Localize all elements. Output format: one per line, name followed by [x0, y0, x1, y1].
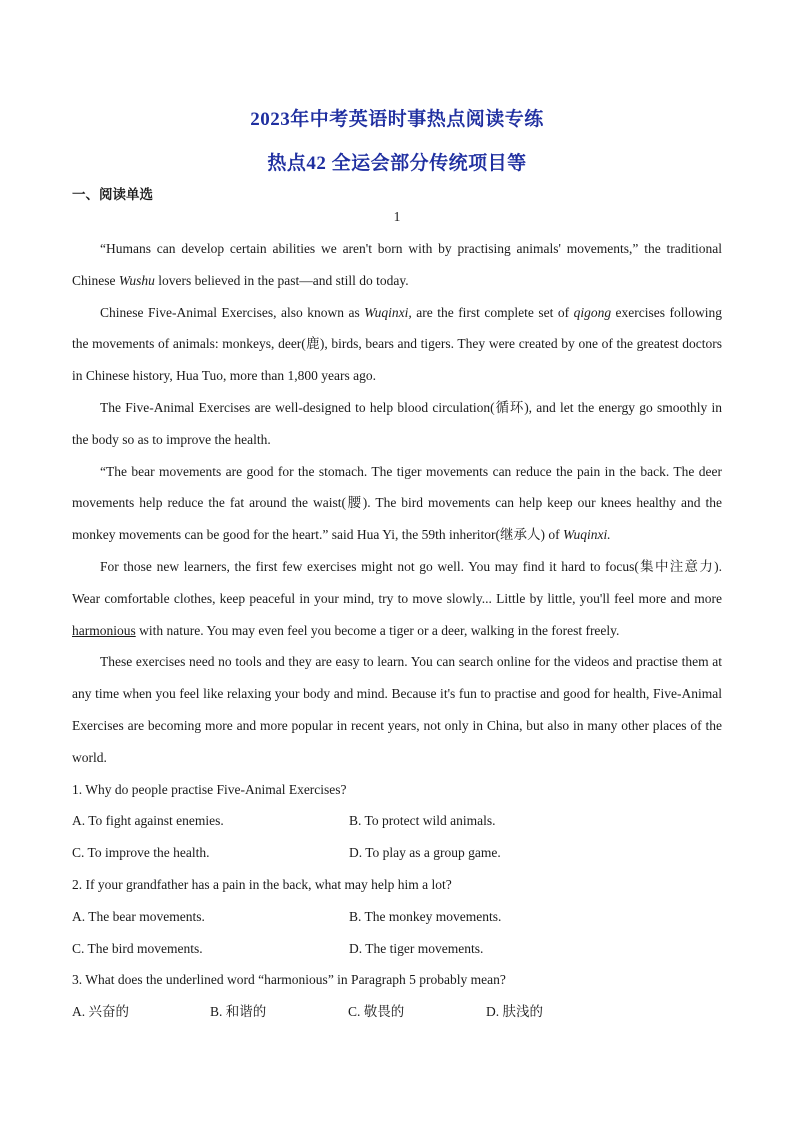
- question-2-stem: 2. If your grandfather has a pain in the back, what may help him a lot?: [72, 876, 452, 892]
- question-1-option-c[interactable]: C. To improve the health.: [72, 845, 210, 861]
- question-3-option-c[interactable]: C. 敬畏的: [348, 1004, 405, 1020]
- question-3-option-b[interactable]: B. 和谐的: [210, 1004, 267, 1020]
- question-1-option-a[interactable]: A. To fight against enemies.: [72, 813, 224, 829]
- paragraph-6: These exercises need no tools and they are easy to learn. You can search online for the videos and practise them at any time when you feel like relaxing your body and mind. Because it's fun to practise and good for health, Five-Animal Exercises are becoming more and more popular in recent years, not only in China, but also in many other places of the world.: [72, 654, 722, 765]
- question-1-option-b[interactable]: B. To protect wild animals.: [349, 813, 496, 829]
- question-1-options: [72, 805, 722, 837]
- question-2-option-a[interactable]: A. The bear movements.: [72, 908, 205, 924]
- question-2-option-b[interactable]: B. The monkey movements.: [349, 908, 502, 924]
- question-3-option-a[interactable]: A. 兴奋的: [72, 1004, 129, 1020]
- question-1-options-row2: [72, 837, 722, 869]
- question-3-option-d[interactable]: D. 肤浅的: [486, 1004, 543, 1020]
- question-3-stem: 3. What does the underlined word “harmonious” in Paragraph 5 probably mean?: [72, 972, 506, 988]
- paragraph-3: The Five-Animal Exercises are well-designed to help blood circulation(循环), and let the energy go smoothly in the body so as to improve the health.: [72, 399, 722, 447]
- underlined-word: harmonious: [72, 622, 136, 638]
- question-2-option-d[interactable]: D. The tiger movements.: [349, 940, 484, 956]
- question-1-stem: 1. Why do people practise Five-Animal Exercises?: [72, 781, 347, 797]
- question-2-option-c[interactable]: C. The bird movements.: [72, 940, 203, 956]
- paragraph-4: “The bear movements are good for the stomach. The tiger movements can reduce the pain in the back. The deer movements help reduce the fat around the waist(腰). The bird movements can help keep our knees healthy and the monkey movements can be good for the heart.” said Hua Yi, the 59th inheritor(继承人) of Wuqinxi.: [72, 463, 722, 543]
- paragraph-2: Chinese Five-Animal Exercises, also known as Wuqinxi, are the first complete set of qigong exercises following the movements of animals: monkeys, deer(鹿), birds, bears and tigers. They were created by one of the greatest doctors in Chinese history, Hua Tuo, more than 1,800 years ago.: [72, 304, 722, 384]
- passage-body: [72, 233, 722, 1028]
- question-1-option-d[interactable]: D. To play as a group game.: [349, 845, 501, 861]
- question-2-options: [72, 901, 722, 933]
- question-3-options: [72, 996, 722, 1028]
- paragraph-1: “Humans can develop certain abilities we aren't born with by practising animals' movements,” the traditional Chinese Wushu lovers believed in the past—and still do today.: [72, 241, 722, 288]
- document-subtitle: 热点42 全运会部分传统项目等: [267, 153, 527, 174]
- passage-number: 1: [393, 209, 401, 224]
- paragraph-5: For those new learners, the first few exercises might not go well. You may find it hard to focus(集中注意力). Wear comfortable clothes, keep peaceful in your mind, try to move slowly... Little by little, you'll feel more and more harmonious with nature. You may even feel you become a tiger or a deer, walking in the forest freely.: [72, 558, 722, 638]
- section-heading: 一、阅读单选: [72, 187, 153, 202]
- question-2-options-row2: [72, 933, 722, 965]
- document-title: 2023年中考英语时事热点阅读专练: [250, 109, 544, 130]
